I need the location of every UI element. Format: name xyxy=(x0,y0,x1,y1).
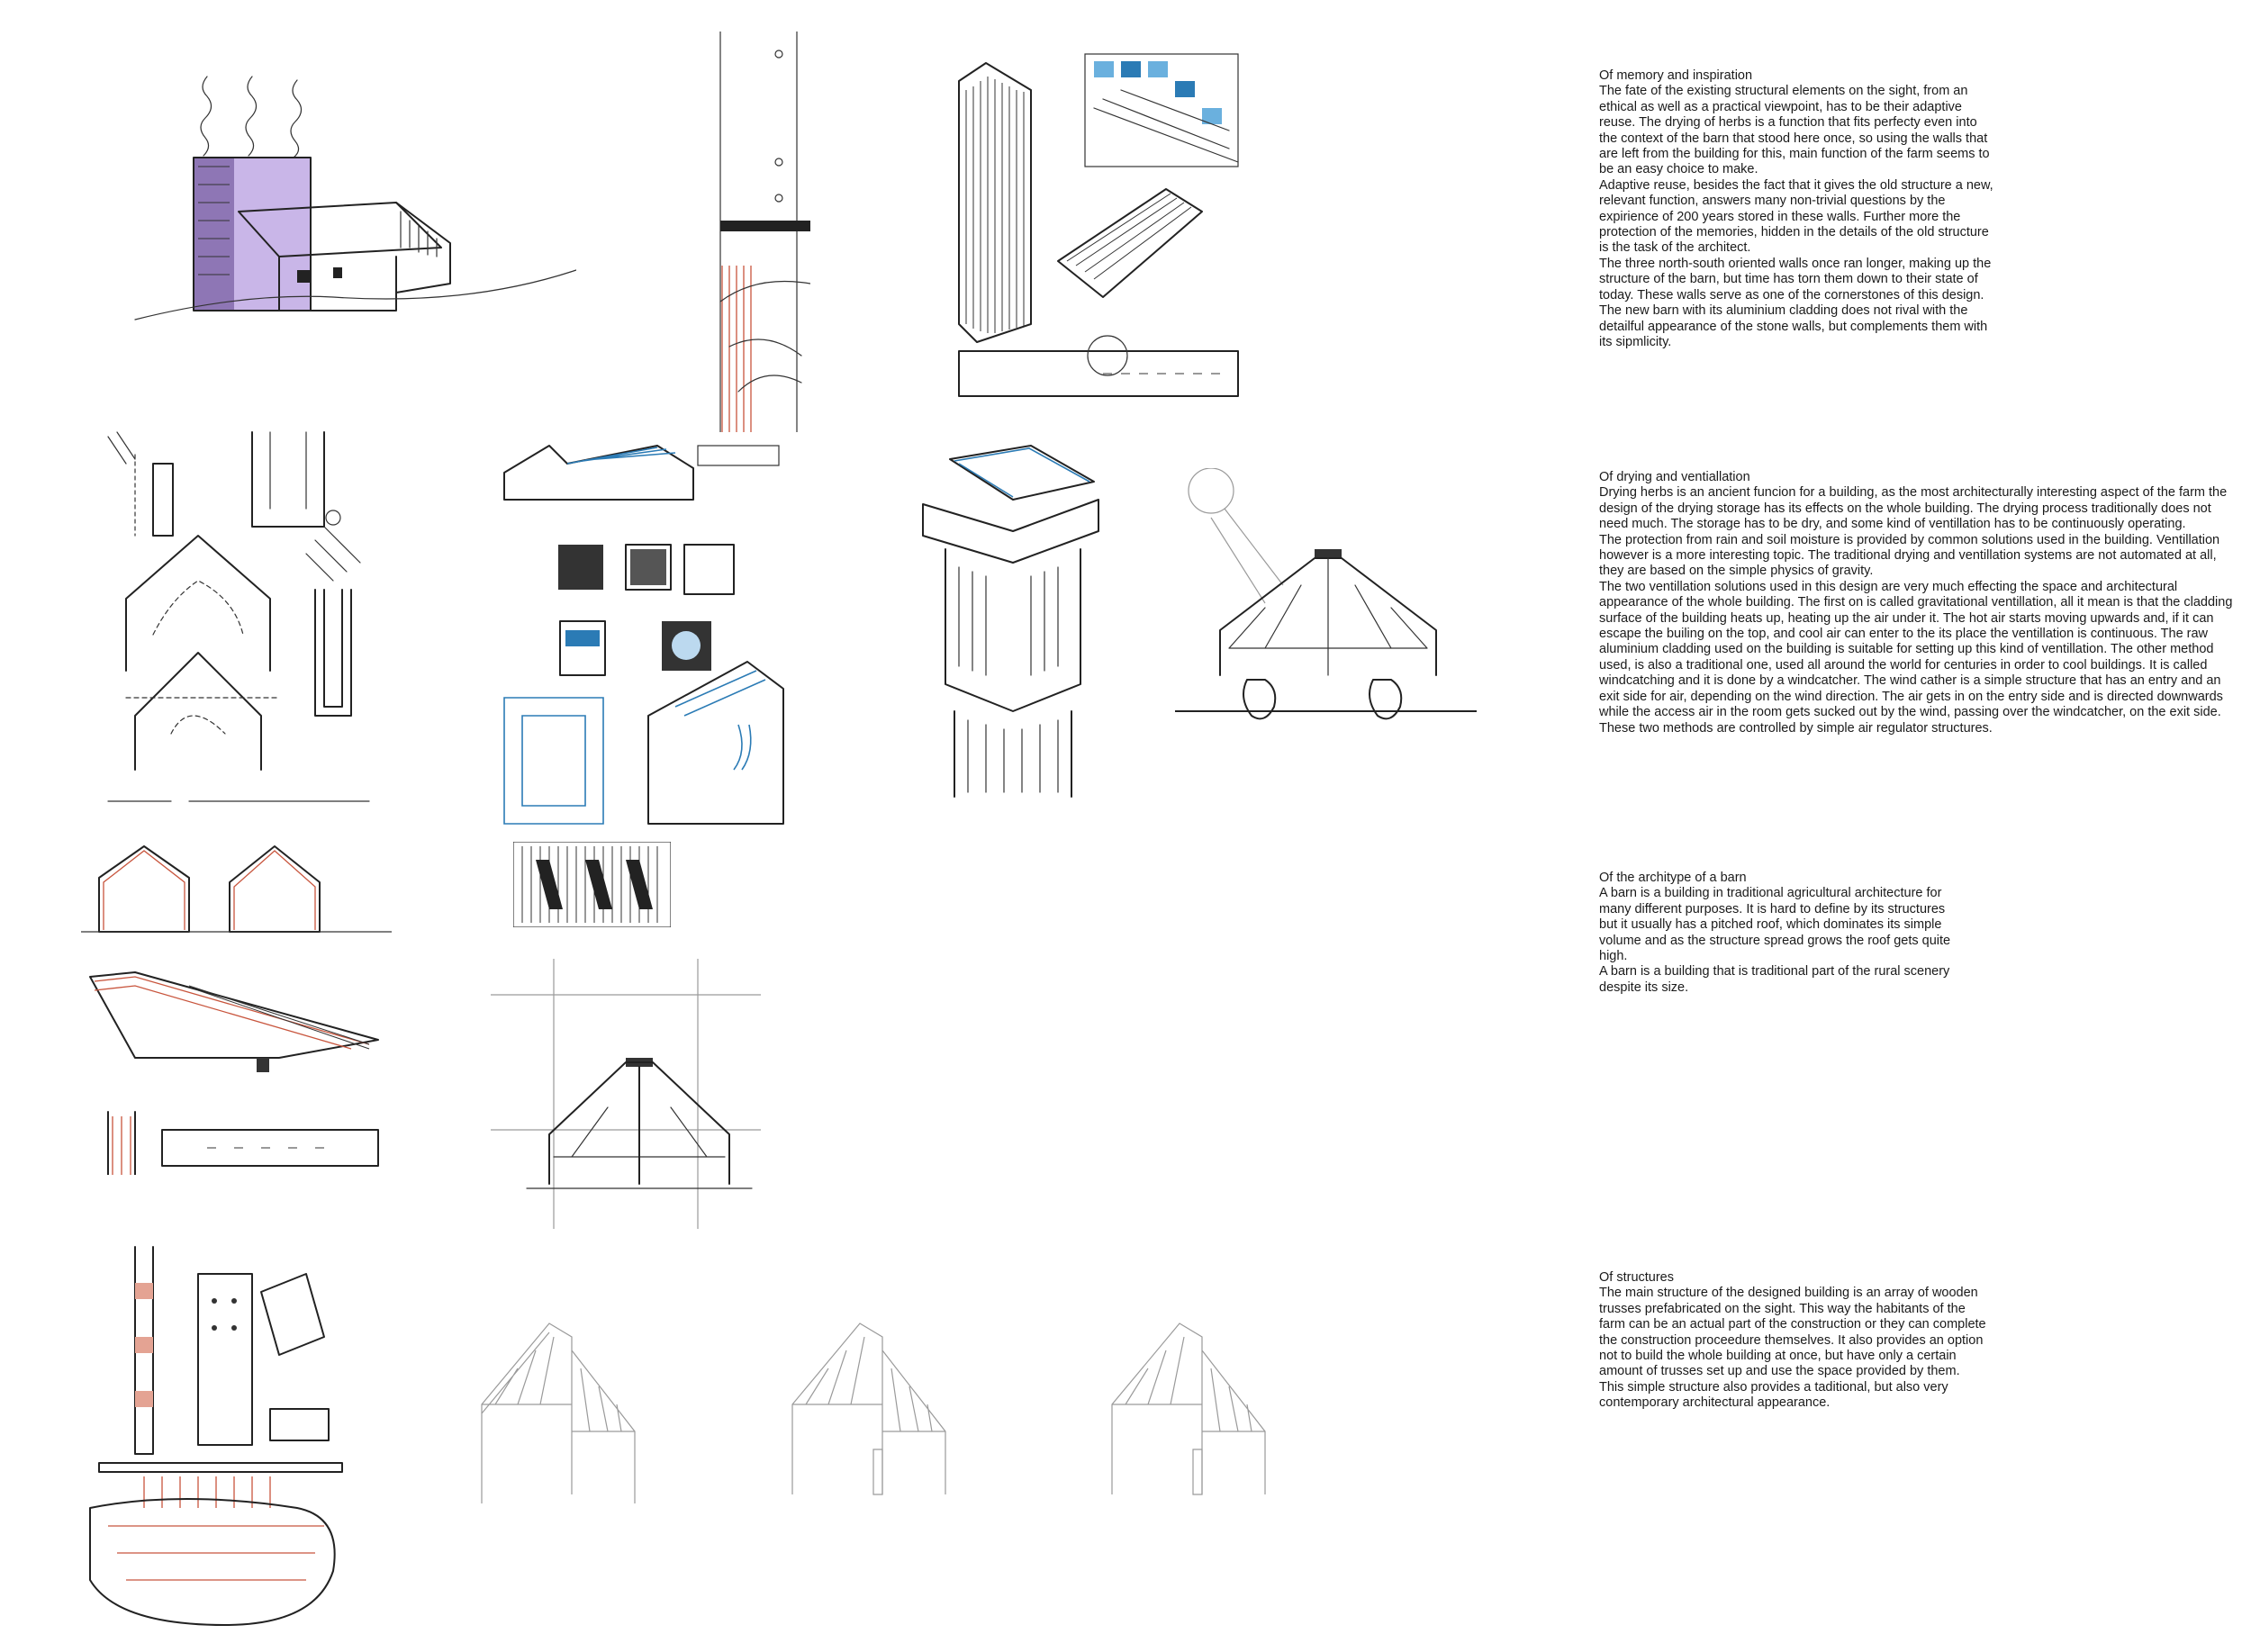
section-title: Of structures xyxy=(1599,1270,1674,1285)
section-paragraph: A barn is a building that is traditional part of the rural scenery despite its size. xyxy=(1599,964,1950,995)
windcatcher-tower-sketch xyxy=(905,441,1107,801)
cladding-studies-sketch xyxy=(495,428,792,828)
wall-detail-sketch xyxy=(81,1238,360,1634)
section-barn-archetype xyxy=(1599,871,1959,996)
section-paragraph: A barn is a building in traditional agricultural architecture for many different purposes. It is hard to define by its structures but it usually has a pitched roof, which dominates its simple volume and as the structure spread grows the roof gets quite high. xyxy=(1599,886,1951,964)
section-title: Of drying and ventiallation xyxy=(1599,470,1750,484)
truss-model-2 xyxy=(783,1314,954,1517)
truss-model-3 xyxy=(1103,1314,1274,1517)
truss-section-drawing xyxy=(1175,468,1477,738)
barn-section-hand-sketch xyxy=(491,959,761,1229)
tower-roof-detail-sketch xyxy=(941,27,1243,419)
section-ventilation xyxy=(1599,470,2234,736)
section-paragraph: Drying herbs is an ancient funcion for a building, as the most architecturally interesting aspect of the farm the design of the drying storage has its effects on the whole building. The drying process traditionally does not need much. The storage has to be dry, and some kind of ventillation has to be continuously operating. xyxy=(1599,485,2228,532)
section-title: Of memory and inspiration xyxy=(1599,68,1753,83)
section-memory xyxy=(1599,68,1995,350)
truss-model-1 xyxy=(473,1314,644,1517)
section-paragraph: The main structure of the designed building is an array of wooden trusses prefabricated on the sight. This way the habitants of the farm can be an actual part of the construction or they can complete the construction proceedure themselves. It also provides an option not to build the whole building at once, but have only a certain amount of trusses set up and use the space provided by them. This simple structure also provides a taditional, but also very contemporary architectural appearance. xyxy=(1599,1286,1986,1411)
section-paragraph: Adaptive reuse, besides the fact that it gives the old structure a new, relevant function, answers many non-trivial questions by the expirience of 200 years stored in these walls. Further more the protection of the memories, hidden in the details of the old structure is the task of the architect. xyxy=(1599,177,1993,256)
barn-chimney-sketch xyxy=(126,68,576,329)
section-paragraph: The fate of the existing structural elements on the sight, from an ethical as well as a practical viewpoint, has to be their adaptive reuse. The drying of herbs is a function that fits perfecty even into the context of the barn that stood here once, so using the walls that are left from the building for this, main function of the farm seems to be an easy choice to make. xyxy=(1599,84,1990,177)
section-structures xyxy=(1599,1270,1986,1412)
section-paragraph: The protection from rain and soil moisture is provided by common solutions used in the building. Ventillation however is a more interesting topic. The traditional drying and ventillation systems are not automated at all, they are based on the simple physics of gravity. xyxy=(1599,532,2220,579)
wall-strip-sketch xyxy=(711,32,810,432)
cladding-pattern-sketch xyxy=(513,842,671,927)
section-paragraph: The three north-south oriented walls once ran longer, making up the structure of the barn, but time has torn them down to their state of today. These walls serve as one of the cornerstones of this design. xyxy=(1599,256,1992,302)
section-title: Of the architype of a barn xyxy=(1599,871,1747,885)
section-paragraph: The new barn with its aluminium cladding does not rival with the detailful appearance of the stone walls, but complements them with its sipmlicity. xyxy=(1599,303,1988,349)
barn-archetype-red-sketch xyxy=(81,833,392,1175)
section-paragraph: The two ventillation solutions used in this design are very much effecting the space and architectural appearance of the whole building. The first on is called gravitational ventillation, all it mean is that the cladding surface of the building heats up, heating up the air under it. The hot air starts moving upwards and, if it can escape the builing on the top, and cool air can enter to the its place the ventillation is continuous. The raw aluminium cladding used on the building is suitable for setting up this kind of ventillation. The other method used, is also a traditional one, used all around the world for centuries in order to cool buildings. It is called windcatching and it is done by a windcatcher. The wind cather is a simple structure that has an entry and an exit side for air, depending on the wind direction. The air gets in on the entry side and is directed downwards while the access air in the room gets sucked out by the wind, passing over the windcatcher, on the exit side. These two methods are controlled by simple air regulator structures. xyxy=(1599,579,2233,736)
ventilation-diagram-sketch xyxy=(99,428,387,815)
